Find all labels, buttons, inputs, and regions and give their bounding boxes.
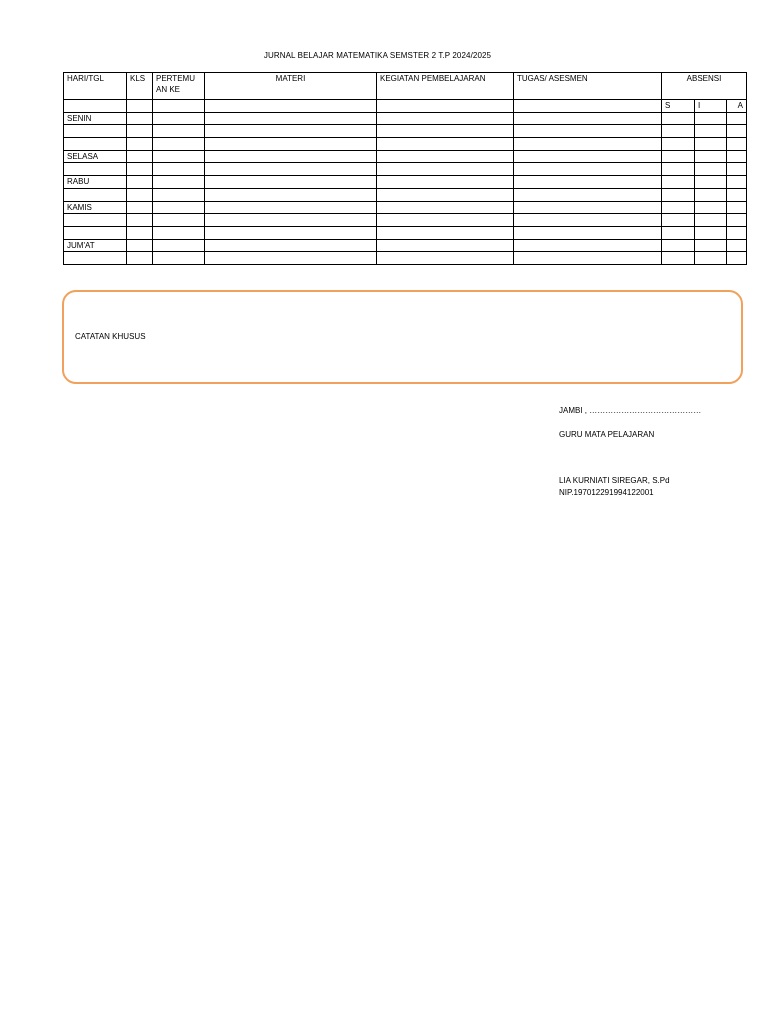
- table-cell[interactable]: [377, 214, 514, 227]
- table-cell[interactable]: [727, 226, 747, 239]
- table-cell[interactable]: [377, 150, 514, 163]
- notes-label: CATATAN KHUSUS: [75, 332, 146, 341]
- signature-place-date: JAMBI , ……………………………………: [559, 406, 702, 415]
- table-cell[interactable]: [514, 125, 662, 138]
- table-cell[interactable]: [377, 226, 514, 239]
- notes-box[interactable]: [62, 290, 743, 384]
- table-cell[interactable]: [727, 188, 747, 201]
- table-cell[interactable]: [662, 138, 695, 151]
- table-cell[interactable]: [205, 150, 377, 163]
- table-cell[interactable]: [205, 125, 377, 138]
- table-row: [64, 214, 747, 227]
- table-cell[interactable]: [695, 201, 727, 214]
- table-cell[interactable]: [127, 252, 153, 265]
- table-cell[interactable]: [377, 252, 514, 265]
- subheader-cell: [514, 100, 662, 113]
- header-absensi: ABSENSI: [662, 73, 747, 100]
- day-cell[interactable]: SELASA: [64, 150, 127, 163]
- subheader-cell: [205, 100, 377, 113]
- table-cell[interactable]: [205, 163, 377, 176]
- table-cell[interactable]: [662, 226, 695, 239]
- table-cell[interactable]: [153, 188, 205, 201]
- table-cell[interactable]: [727, 252, 747, 265]
- table-cell[interactable]: [205, 239, 377, 252]
- table-cell[interactable]: [514, 239, 662, 252]
- table-cell[interactable]: [662, 112, 695, 125]
- subheader-cell: [64, 100, 127, 113]
- table-cell[interactable]: [695, 112, 727, 125]
- table-cell[interactable]: [727, 176, 747, 189]
- table-cell[interactable]: [377, 239, 514, 252]
- table-cell[interactable]: [695, 125, 727, 138]
- day-cell[interactable]: RABU: [64, 176, 127, 189]
- table-cell[interactable]: [205, 252, 377, 265]
- table-cell[interactable]: [127, 163, 153, 176]
- table-row: [64, 239, 747, 252]
- table-cell[interactable]: [377, 188, 514, 201]
- table-row: [64, 226, 747, 239]
- table-cell[interactable]: [205, 226, 377, 239]
- table-cell[interactable]: [377, 112, 514, 125]
- table-cell[interactable]: [377, 163, 514, 176]
- header-s: S: [662, 100, 695, 113]
- signature-role: GURU MATA PELAJARAN: [559, 430, 655, 439]
- day-cell[interactable]: [64, 214, 127, 227]
- table-cell[interactable]: [153, 252, 205, 265]
- day-cell[interactable]: JUM'AT: [64, 239, 127, 252]
- table-cell[interactable]: [205, 188, 377, 201]
- table-cell[interactable]: [377, 138, 514, 151]
- header-kls: KLS: [127, 73, 153, 100]
- table-cell[interactable]: [695, 214, 727, 227]
- signature-nip: NIP.197012291994122001: [559, 488, 654, 497]
- table-row: [64, 163, 747, 176]
- table-row: [64, 138, 747, 151]
- table-cell[interactable]: [727, 138, 747, 151]
- journal-table: [63, 72, 747, 265]
- table-cell[interactable]: [695, 138, 727, 151]
- table-cell[interactable]: [153, 150, 205, 163]
- subheader-cell: [153, 100, 205, 113]
- table-cell[interactable]: [727, 201, 747, 214]
- table-subheader-row: [64, 100, 747, 113]
- table-cell[interactable]: [153, 112, 205, 125]
- table-cell[interactable]: [727, 112, 747, 125]
- table-cell[interactable]: [514, 163, 662, 176]
- day-cell[interactable]: [64, 163, 127, 176]
- table-row: [64, 150, 747, 163]
- table-cell[interactable]: [695, 150, 727, 163]
- table-cell[interactable]: [205, 112, 377, 125]
- table-cell[interactable]: [127, 226, 153, 239]
- table-cell[interactable]: [695, 239, 727, 252]
- day-cell[interactable]: SENIN: [64, 112, 127, 125]
- table-cell[interactable]: [153, 226, 205, 239]
- table-cell[interactable]: [205, 176, 377, 189]
- subheader-cell: [377, 100, 514, 113]
- table-cell[interactable]: [205, 201, 377, 214]
- signature-name: LIA KURNIATI SIREGAR, S.Pd: [559, 476, 670, 485]
- table-cell[interactable]: [695, 188, 727, 201]
- table-cell[interactable]: [662, 201, 695, 214]
- document-title: JURNAL BELAJAR MATEMATIKA SEMSTER 2 T.P 2024/2025: [263, 51, 492, 60]
- table-cell[interactable]: [153, 239, 205, 252]
- day-cell[interactable]: [64, 226, 127, 239]
- table-cell[interactable]: [662, 176, 695, 189]
- table-cell[interactable]: [662, 188, 695, 201]
- table-cell[interactable]: [127, 214, 153, 227]
- table-cell[interactable]: [662, 125, 695, 138]
- table-cell[interactable]: [153, 176, 205, 189]
- header-tugas: TUGAS/ ASESMEN: [514, 73, 662, 100]
- table-cell[interactable]: [695, 252, 727, 265]
- day-cell[interactable]: [64, 252, 127, 265]
- table-cell[interactable]: [695, 163, 727, 176]
- day-cell[interactable]: [64, 125, 127, 138]
- table-row: [64, 125, 747, 138]
- header-materi: MATERI: [205, 73, 377, 100]
- table-cell[interactable]: [727, 239, 747, 252]
- table-cell[interactable]: [205, 138, 377, 151]
- table-cell[interactable]: [153, 125, 205, 138]
- table-cell[interactable]: [727, 214, 747, 227]
- table-row: [64, 201, 747, 214]
- table-cell[interactable]: [514, 150, 662, 163]
- table-cell[interactable]: [127, 239, 153, 252]
- table-cell[interactable]: [377, 201, 514, 214]
- day-cell[interactable]: [64, 188, 127, 201]
- table-cell[interactable]: [377, 176, 514, 189]
- table-cell[interactable]: [127, 125, 153, 138]
- table-cell[interactable]: [695, 176, 727, 189]
- table-cell[interactable]: [153, 163, 205, 176]
- table-cell[interactable]: [205, 214, 377, 227]
- table-cell[interactable]: [127, 150, 153, 163]
- table-cell[interactable]: [662, 163, 695, 176]
- table-row: [64, 252, 747, 265]
- table-cell[interactable]: [514, 176, 662, 189]
- table-cell[interactable]: [127, 188, 153, 201]
- header-hari-tgl: HARI/TGL: [64, 73, 127, 100]
- table-cell[interactable]: [727, 125, 747, 138]
- subheader-cell: [127, 100, 153, 113]
- table-cell[interactable]: [514, 188, 662, 201]
- header-pertemuan: PERTEMU AN KE: [153, 73, 205, 100]
- table-cell[interactable]: [127, 112, 153, 125]
- table-cell[interactable]: [514, 226, 662, 239]
- table-cell[interactable]: [514, 252, 662, 265]
- table-cell[interactable]: [662, 252, 695, 265]
- table-cell[interactable]: [153, 138, 205, 151]
- table-header-row: [64, 73, 747, 100]
- day-cell[interactable]: [64, 138, 127, 151]
- table-cell[interactable]: [153, 201, 205, 214]
- header-a: A: [727, 100, 747, 113]
- table-row: [64, 188, 747, 201]
- table-cell[interactable]: [695, 226, 727, 239]
- table-cell[interactable]: [514, 112, 662, 125]
- table-cell[interactable]: [514, 201, 662, 214]
- table-row: [64, 112, 747, 125]
- table-row: [64, 176, 747, 189]
- header-i: I: [695, 100, 727, 113]
- table-cell[interactable]: [727, 150, 747, 163]
- header-kegiatan: KEGIATAN PEMBELAJARAN: [377, 73, 514, 100]
- table-cell[interactable]: [662, 150, 695, 163]
- table-cell[interactable]: [662, 239, 695, 252]
- table-cell[interactable]: [514, 138, 662, 151]
- table-cell[interactable]: [127, 176, 153, 189]
- table-cell[interactable]: [662, 214, 695, 227]
- table-cell[interactable]: [377, 125, 514, 138]
- table-cell[interactable]: [727, 163, 747, 176]
- day-cell[interactable]: KAMIS: [64, 201, 127, 214]
- table-cell[interactable]: [127, 201, 153, 214]
- table-cell[interactable]: [127, 138, 153, 151]
- table-cell[interactable]: [514, 214, 662, 227]
- table-cell[interactable]: [153, 214, 205, 227]
